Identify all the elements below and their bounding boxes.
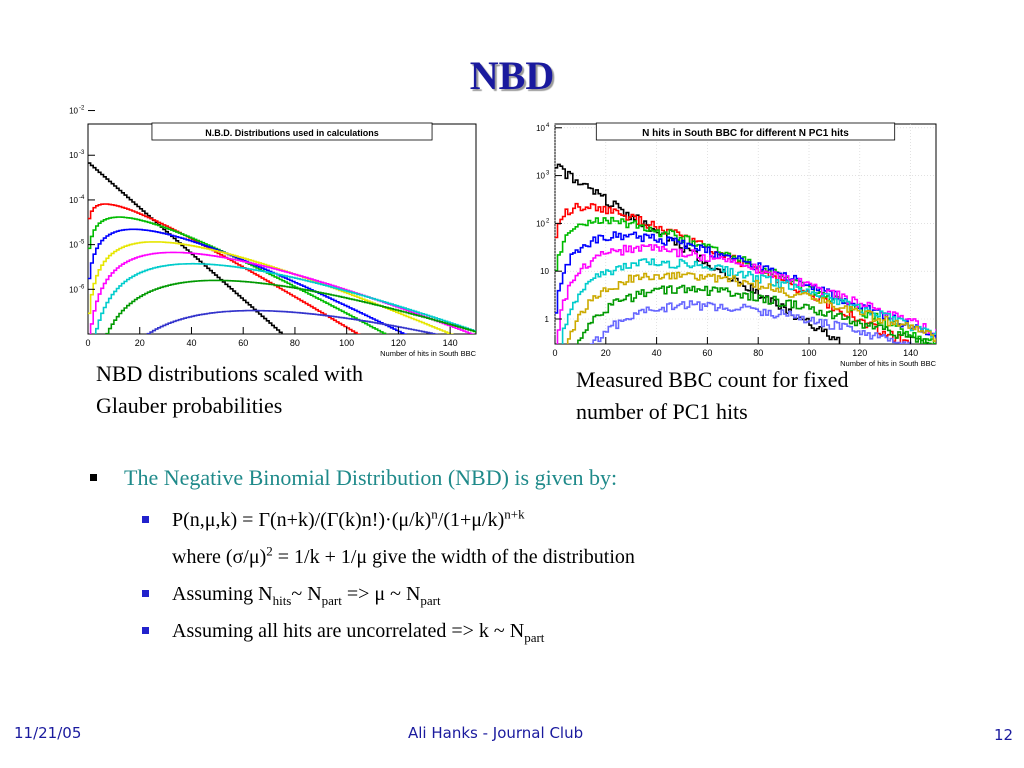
assume2-sub-part: part [524, 630, 545, 645]
assume1-sub-part-2: part [420, 593, 441, 608]
right-caption-line-1: Measured BBC count for fixed [576, 367, 849, 392]
left-caption-line-2: Glauber probabilities [96, 393, 283, 418]
assume1-sub-hits: hits [272, 593, 292, 608]
square-bullet-icon [90, 474, 97, 481]
plot-frame [88, 124, 476, 334]
x-tick-label: 100 [801, 348, 817, 358]
y-tick-exponent: -5 [79, 239, 85, 246]
y-tick-label: 10 [69, 195, 78, 205]
y-tick-exponent: 2 [546, 218, 550, 225]
width-exp: 2 [266, 543, 273, 559]
bullet-list [88, 460, 968, 650]
right-caption [576, 364, 849, 428]
x-tick-label: 60 [238, 338, 249, 348]
right-caption-line-2: number of PC1 hits [576, 399, 748, 424]
formula-exp-nk: n+k [504, 506, 525, 522]
x-tick-label: 140 [903, 348, 919, 358]
page-number: 12 [994, 726, 1014, 744]
assume1-sub-part: part [321, 593, 342, 608]
series-line-10 [555, 356, 939, 359]
x-tick-label: 100 [339, 338, 355, 348]
bullet-main [88, 460, 968, 496]
square-bullet-icon [142, 627, 149, 634]
x-axis-label: Number of hits in South BBC [840, 359, 936, 368]
slide-title: NBD [469, 53, 555, 98]
bullet-main-text: The Negative Binomial Distribution (NBD) is given by: [124, 465, 618, 490]
bullet-formula [88, 502, 968, 539]
y-tick-exponent: -3 [79, 150, 85, 157]
y-tick-label: 10 [540, 267, 549, 277]
x-tick-label: 40 [186, 338, 197, 348]
y-tick-label: 10 [536, 219, 545, 229]
chart-title: N hits in South BBC for different N PC1 hits [642, 128, 849, 139]
x-tick-label: 20 [600, 348, 611, 358]
y-tick-label: 10 [69, 151, 78, 161]
chart-title: N.B.D. Distributions used in calculations [205, 128, 379, 138]
x-tick-label: 120 [390, 338, 406, 348]
footer-date: 11/21/05 [14, 724, 82, 742]
y-tick-label: 10 [69, 285, 78, 295]
width-text-2: = 1/k + 1/μ give the width of the distribution [272, 546, 635, 568]
x-axis-label: Number of hits in South BBC [380, 349, 476, 358]
plot-frame [555, 124, 936, 344]
y-tick-label: 1 [544, 315, 549, 325]
x-tick-label: 0 [552, 348, 558, 358]
bbc-count-plot [526, 118, 940, 368]
assume1-text-2: ~ N [291, 583, 322, 605]
x-tick-label: 60 [702, 348, 713, 358]
left-caption-line-1: NBD distributions scaled with [96, 361, 364, 386]
assume1-text-3: => μ ~ N [341, 583, 421, 605]
formula-exp-n: n [431, 506, 438, 522]
x-tick-label: 80 [753, 348, 764, 358]
formula-text-2: /(1+μ/k) [437, 509, 505, 531]
formula-text: P(n,μ,k) = Γ(n+k)/(Γ(k)n!)·(μ/k) [172, 509, 432, 531]
assume2-text: Assuming all hits are uncorrelated => k ~ N [172, 620, 525, 642]
y-tick-label: 10 [536, 171, 545, 181]
x-tick-label: 20 [134, 338, 145, 348]
x-tick-label: 0 [85, 338, 91, 348]
square-bullet-icon [142, 590, 149, 597]
x-tick-label: 140 [442, 338, 458, 348]
bullet-assume-2 [88, 613, 968, 650]
y-tick-exponent: -2 [79, 105, 85, 112]
y-tick-exponent: 3 [546, 170, 550, 177]
x-tick-label: 40 [651, 348, 662, 358]
y-tick-label: 10 [69, 240, 78, 250]
left-caption [96, 358, 363, 422]
nbd-distribution-plot [60, 105, 478, 358]
y-tick-exponent: 4 [546, 122, 550, 129]
y-tick-label: 10 [536, 123, 545, 133]
y-tick-label: 10 [69, 106, 78, 116]
footer-center: Ali Hanks - Journal Club [408, 724, 584, 742]
x-tick-label: 80 [289, 338, 300, 348]
assume1-text: Assuming N [172, 583, 273, 605]
y-tick-exponent: -6 [79, 284, 85, 291]
bullet-assume-1 [88, 576, 968, 613]
y-tick-exponent: -4 [79, 194, 85, 201]
width-line [88, 539, 968, 576]
square-bullet-icon [142, 516, 149, 523]
x-tick-label: 120 [852, 348, 868, 358]
width-text: where (σ/μ) [172, 546, 267, 568]
